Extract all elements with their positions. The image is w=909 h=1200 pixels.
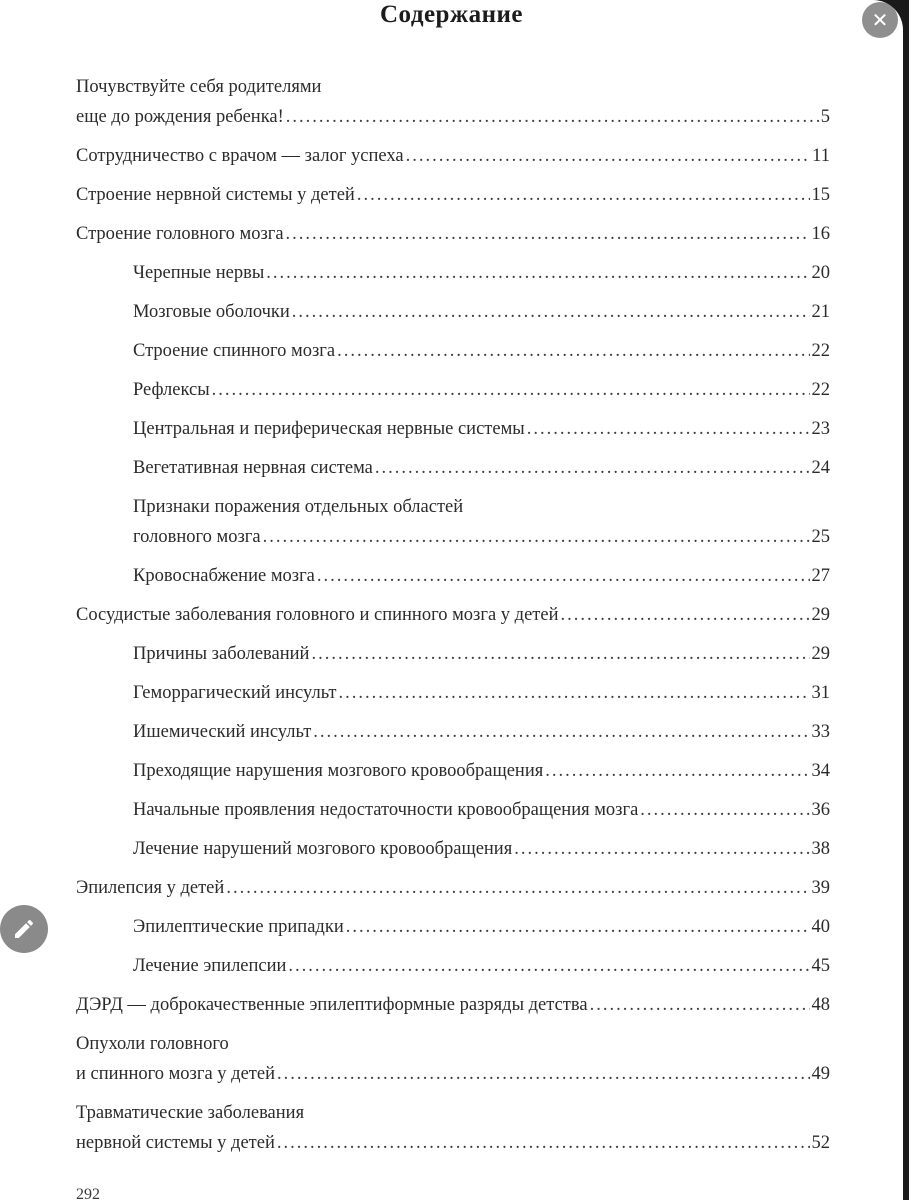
toc-entry-title: Вегетативная нервная система xyxy=(133,458,373,478)
toc-entry-title: Начальные проявления недостаточности кровообращения мозга xyxy=(133,800,639,820)
toc-entry-title: Эпилептические припадки xyxy=(133,917,344,937)
toc-entry-row xyxy=(133,565,830,587)
toc-entry[interactable] xyxy=(76,604,830,626)
toc-entry-title: и спинного мозга у детей xyxy=(76,1064,275,1084)
toc-entry-row xyxy=(133,418,830,440)
toc-entry-title: Кровоснабжение мозга xyxy=(133,566,315,586)
toc-entry-title-line: Опухоли головного xyxy=(76,1034,229,1054)
dot-leader xyxy=(212,379,810,401)
dot-leader xyxy=(339,682,810,704)
dot-leader xyxy=(317,565,810,587)
toc-entry-page: 25 xyxy=(811,527,830,547)
toc-entry-row xyxy=(133,340,830,362)
toc-entry[interactable] xyxy=(76,340,830,362)
toc-entry-row xyxy=(133,760,830,782)
toc-entry-page: 34 xyxy=(811,761,830,781)
toc-entry[interactable] xyxy=(76,916,830,938)
dot-leader xyxy=(357,184,810,206)
toc-entry-title-line: Травматические заболевания xyxy=(76,1103,305,1123)
toc-entry-page: 31 xyxy=(811,683,830,703)
toc-entry-row xyxy=(76,184,830,206)
toc-entry-row xyxy=(133,682,830,704)
toc-entry-row xyxy=(133,643,830,665)
toc-entry[interactable] xyxy=(76,418,830,440)
toc-entry-row xyxy=(133,721,830,743)
toc-entry[interactable] xyxy=(76,682,830,704)
toc-entry-row xyxy=(76,223,830,245)
toc-entry-row xyxy=(133,799,830,821)
page-number: 292 xyxy=(76,1186,100,1200)
toc-entry-title: еще до рождения ребенка! xyxy=(76,107,284,127)
table-of-contents xyxy=(76,76,830,1171)
toc-entry-page: 21 xyxy=(811,302,830,322)
edit-button[interactable] xyxy=(0,905,48,953)
toc-entry-page: 24 xyxy=(811,458,830,478)
toc-entry-title: ДЭРД — доброкачественные эпилептиформные разряды детства xyxy=(76,995,588,1015)
toc-entry-page: 29 xyxy=(811,605,830,625)
toc-entry-page: 27 xyxy=(811,566,830,586)
toc-entry-page: 15 xyxy=(811,185,830,205)
toc-entry[interactable] xyxy=(76,457,830,479)
toc-entry-title: Причины заболеваний xyxy=(133,644,310,664)
toc-entry[interactable] xyxy=(76,496,830,548)
toc-entry-row xyxy=(133,379,830,401)
toc-entry-page: 20 xyxy=(811,263,830,283)
toc-entry-page: 22 xyxy=(811,380,830,400)
toc-entry[interactable] xyxy=(76,145,830,167)
toc-entry-page: 22 xyxy=(811,341,830,361)
dot-leader xyxy=(375,457,810,479)
pencil-icon xyxy=(12,917,36,941)
dot-leader xyxy=(286,106,819,128)
toc-entry-title: Геморрагический инсульт xyxy=(133,683,337,703)
dot-leader xyxy=(292,301,810,323)
dot-leader xyxy=(514,838,809,860)
toc-entry-page: 11 xyxy=(812,146,830,166)
toc-entry-title: Сотрудничество с врачом — залог успеха xyxy=(76,146,404,166)
toc-entry-title: Сосудистые заболевания головного и спинного мозга у детей xyxy=(76,605,559,625)
toc-entry-row xyxy=(133,526,830,548)
toc-entry-title: нервной системы у детей xyxy=(76,1133,275,1153)
toc-entry-row xyxy=(133,838,830,860)
toc-entry-title: Рефлексы xyxy=(133,380,210,400)
toc-entry-title: Лечение эпилепсии xyxy=(133,956,287,976)
toc-entry-page: 40 xyxy=(811,917,830,937)
dot-leader xyxy=(277,1063,810,1085)
dot-leader xyxy=(277,1132,810,1154)
toc-entry[interactable] xyxy=(76,994,830,1016)
toc-entry[interactable] xyxy=(76,184,830,206)
toc-entry[interactable] xyxy=(76,301,830,323)
toc-entry[interactable] xyxy=(76,877,830,899)
toc-entry[interactable] xyxy=(76,379,830,401)
dot-leader xyxy=(263,526,810,548)
dot-leader xyxy=(286,223,810,245)
dot-leader xyxy=(226,877,809,899)
toc-entry[interactable] xyxy=(76,721,830,743)
dot-leader xyxy=(311,643,809,665)
toc-entry[interactable] xyxy=(76,1102,830,1154)
dot-leader xyxy=(288,955,809,977)
dot-leader xyxy=(545,760,809,782)
toc-entry-title-line: Почувствуйте себя родителями xyxy=(76,77,322,97)
toc-entry[interactable] xyxy=(76,223,830,245)
toc-entry[interactable] xyxy=(76,955,830,977)
toc-entry-title: Строение головного мозга xyxy=(76,224,284,244)
toc-entry-page: 48 xyxy=(811,995,830,1015)
toc-entry-row xyxy=(76,877,830,899)
toc-entry-title: Строение нервной системы у детей xyxy=(76,185,355,205)
toc-entry-page: 36 xyxy=(811,800,830,820)
toc-entry[interactable] xyxy=(76,76,830,128)
toc-entry-page: 23 xyxy=(811,419,830,439)
toc-entry-row xyxy=(76,604,830,626)
toc-entry-title: Черепные нервы xyxy=(133,263,265,283)
toc-entry-row xyxy=(133,916,830,938)
toc-entry-row xyxy=(76,994,830,1016)
toc-entry[interactable] xyxy=(76,760,830,782)
dot-leader xyxy=(590,994,810,1016)
toc-entry[interactable] xyxy=(76,838,830,860)
dot-leader xyxy=(337,340,809,362)
page-title: Содержание xyxy=(379,1,523,28)
toc-entry-page: 5 xyxy=(820,107,830,127)
toc-entry-row xyxy=(133,301,830,323)
dot-leader xyxy=(346,916,810,938)
dot-leader xyxy=(266,262,809,284)
toc-entry-row xyxy=(133,457,830,479)
dot-leader xyxy=(560,604,809,626)
toc-entry-row xyxy=(76,1063,830,1085)
toc-entry-title: Центральная и периферическая нервные системы xyxy=(133,419,525,439)
toc-entry-row xyxy=(133,955,830,977)
toc-entry-page: 52 xyxy=(811,1133,830,1153)
toc-entry-title-line: Признаки поражения отдельных областей xyxy=(133,497,464,517)
toc-entry-title: Преходящие нарушения мозгового кровообращения xyxy=(133,761,544,781)
toc-entry[interactable] xyxy=(76,565,830,587)
toc-entry-page: 39 xyxy=(811,878,830,898)
toc-entry-page: 38 xyxy=(811,839,830,859)
toc-entry-page: 49 xyxy=(811,1064,830,1084)
dot-leader xyxy=(640,799,809,821)
toc-entry-row xyxy=(76,1132,830,1154)
dot-leader xyxy=(406,145,811,167)
toc-entry-row xyxy=(76,106,830,128)
toc-entry-page: 33 xyxy=(811,722,830,742)
close-icon: ✕ xyxy=(871,8,889,32)
dot-leader xyxy=(527,418,810,440)
toc-entry[interactable] xyxy=(76,262,830,284)
dot-leader xyxy=(313,721,809,743)
toc-entry-title: Строение спинного мозга xyxy=(133,341,336,361)
toc-entry-row xyxy=(76,145,830,167)
toc-entry-title: Эпилепсия у детей xyxy=(76,878,225,898)
toc-entry-title: Мозговые оболочки xyxy=(133,302,290,322)
toc-entry[interactable] xyxy=(76,799,830,821)
toc-entry-title: головного мозга xyxy=(133,527,261,547)
toc-entry-title: Лечение нарушений мозгового кровообращения xyxy=(133,839,513,859)
toc-entry-row xyxy=(133,262,830,284)
toc-entry[interactable] xyxy=(76,643,830,665)
toc-entry-page: 45 xyxy=(811,956,830,976)
close-button[interactable] xyxy=(862,2,898,38)
toc-entry[interactable] xyxy=(76,1033,830,1085)
toc-entry-page: 29 xyxy=(811,644,830,664)
toc-entry-page: 16 xyxy=(811,224,830,244)
toc-entry-title: Ишемический инсульт xyxy=(133,722,312,742)
